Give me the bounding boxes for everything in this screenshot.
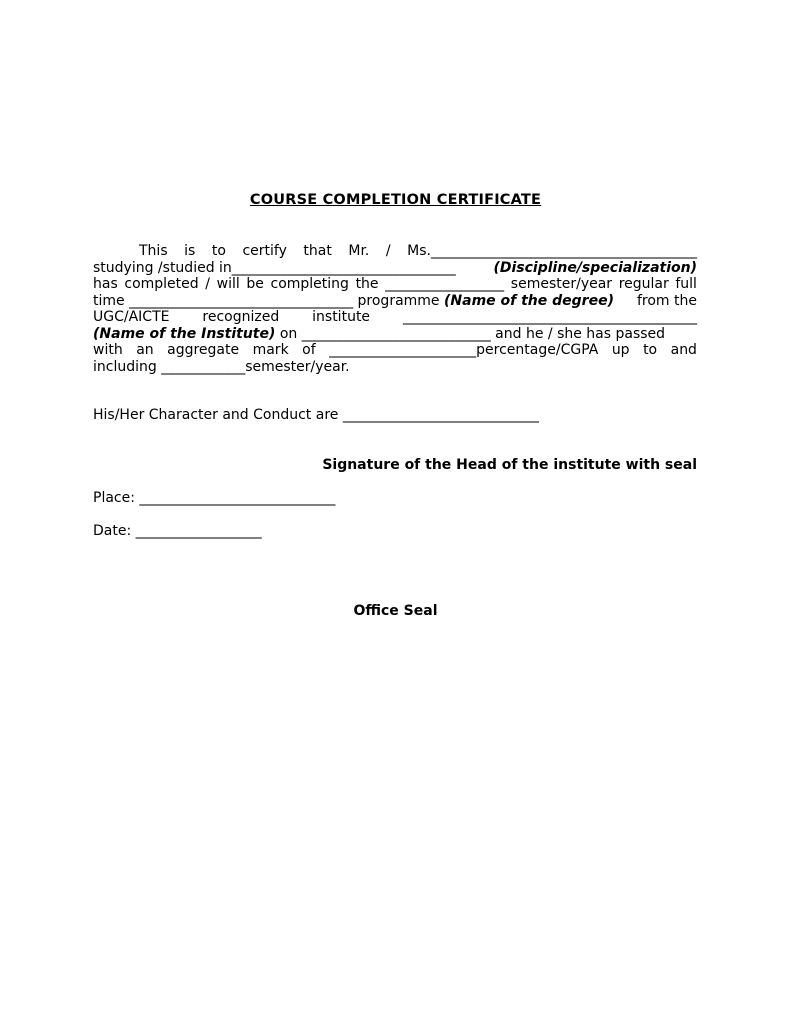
line-3-word: full (675, 276, 697, 292)
line-8-text: including ____________semester/year. (93, 358, 350, 375)
paragraph-line-4 (93, 293, 697, 310)
line-1-word: / (385, 243, 391, 259)
line-5-word: institute (312, 309, 371, 325)
certificate-body-paragraph (93, 243, 697, 375)
place-line: Place: ____________________________ (93, 490, 336, 506)
line-2-text: studying /studied in________________________________ (93, 259, 461, 276)
line-1-word: is (184, 243, 196, 259)
line-3-word: be (246, 276, 264, 292)
line-1-word: certify (242, 243, 287, 259)
line-4-text-a: time ________________________________ programme (93, 292, 444, 309)
line-1-word: This (139, 243, 168, 259)
line-5-word: recognized (202, 309, 280, 325)
paragraph-line-8 (93, 359, 697, 376)
line-7-word: to (643, 342, 658, 358)
paragraph-line-3 (93, 276, 697, 293)
line-3-word: completed (124, 276, 199, 292)
line-3-word: the (355, 276, 379, 292)
line-7-word: an (136, 342, 154, 358)
line-7-word: aggregate (167, 342, 240, 358)
line-6-segment (93, 326, 665, 343)
line-7-word: with (93, 342, 123, 358)
line-3-word: completing (270, 276, 349, 292)
line-7-word: of (302, 342, 316, 358)
line-3-word: regular (618, 276, 669, 292)
line-1-word: to (211, 243, 226, 259)
degree-emphasis: (Name of the degree) (444, 292, 614, 309)
line-1-word: that (303, 243, 332, 259)
line-1-word: Mr. (348, 243, 370, 259)
line-3-word: has (93, 276, 118, 292)
paragraph-line-2 (93, 260, 697, 277)
line-7-word: up (611, 342, 630, 358)
paragraph-line-7 (93, 342, 697, 359)
line-4-segment (93, 293, 614, 310)
paragraph-line-1 (93, 243, 697, 260)
institute-emphasis: (Name of the Institute) (93, 325, 276, 342)
signature-label: Signature of the Head of the institute with seal (322, 457, 697, 473)
line-3-word: / (205, 276, 210, 292)
discipline-emphasis: (Discipline/specialization) (493, 259, 697, 276)
line-3-word: semester/year (510, 276, 613, 292)
certificate-title: COURSE COMPLETION CERTIFICATE (249, 192, 542, 208)
line-7-word: and (670, 342, 697, 358)
paragraph-line-6 (93, 326, 697, 343)
line-3-word: will (216, 276, 240, 292)
office-seal-label: Office Seal (353, 603, 438, 619)
line-4-text-b: from the (632, 292, 697, 309)
line-7-word: mark (252, 342, 289, 358)
paragraph-line-5 (93, 309, 697, 326)
date-line: Date: __________________ (93, 523, 262, 539)
line-5-word: __________________________________________ (402, 309, 697, 325)
line-7-word: _____________________percentage/CGPA (329, 342, 599, 358)
line-6-text: on ___________________________ and he / she has passed (275, 325, 666, 342)
line-3-word: _________________ (385, 276, 505, 292)
line-1-word: Ms.______________________________________ (407, 243, 697, 259)
character-conduct-line: His/Her Character and Conduct are ____________________________ (93, 407, 539, 423)
line-5-word: UGC/AICTE (93, 309, 170, 325)
